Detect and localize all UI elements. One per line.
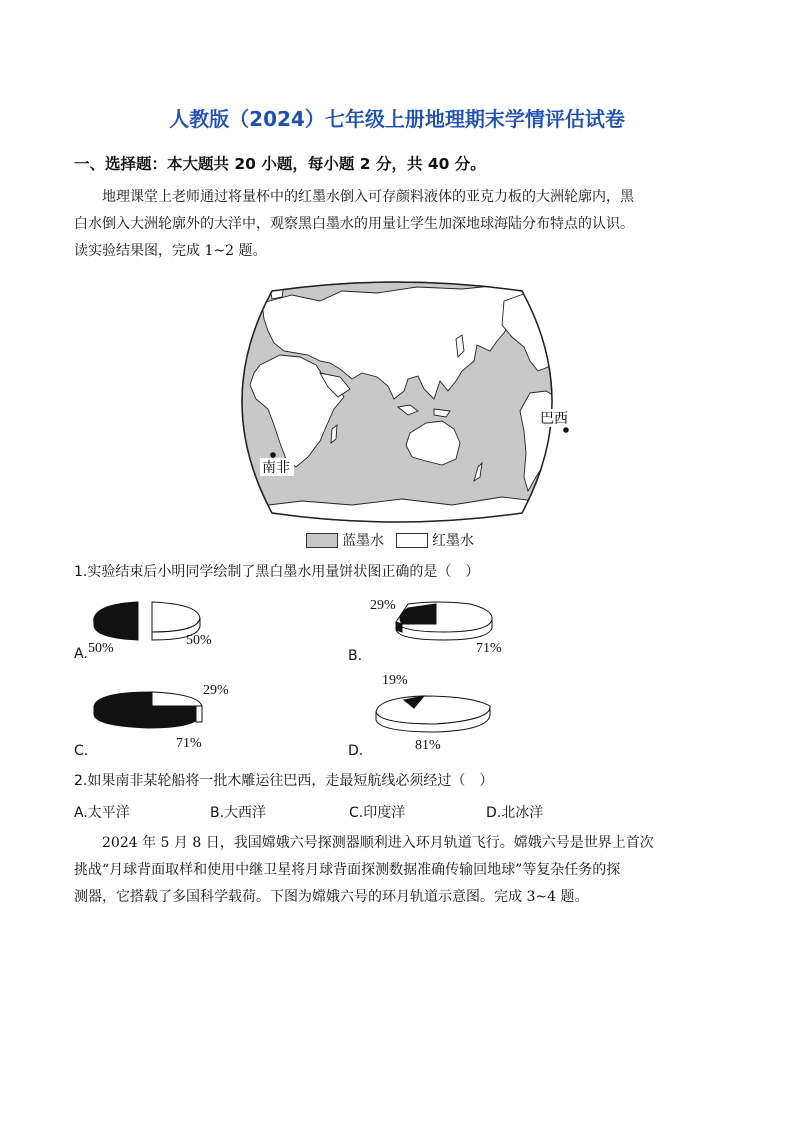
south-africa-label: 南非 — [262, 460, 290, 476]
passage-line: 挑战“月球背面取样和使用中继卫星将月球背面探测数据准确传输回地球”等复杂任务的探 — [74, 862, 621, 878]
passage-line: 测器，它搭载了多国科学载荷。下图为嫦娥六号的环月轨道示意图。完成 3~4 题。 — [74, 889, 589, 905]
intro-line: 读实验结果图，完成 1~2 题。 — [74, 243, 267, 259]
intro-line: 地理课堂上老师通过将量杯中的红墨水倒入可存颜料液体的亚克力板的大洲轮廓内，黑 — [102, 189, 634, 205]
option-a-black-label: 50% — [88, 641, 114, 656]
brazil-marker — [563, 427, 569, 433]
q2-option-b[interactable]: B.大西洋 — [210, 805, 267, 821]
question-2-stem: 2.如果南非某轮船将一批木雕运往巴西，走最短航线必须经过（ ） — [74, 773, 494, 789]
q2-option-c[interactable]: C.印度洋 — [349, 805, 406, 821]
option-c-pie — [90, 688, 220, 732]
south-america-landmass — [520, 391, 574, 491]
option-d-white-label: 81% — [415, 738, 441, 753]
section-heading: 一、选择题：本大题共 20 小题，每小题 2 分，共 40 分。 — [74, 155, 486, 173]
blue-ink-label: 蓝墨水 — [342, 533, 384, 549]
option-a-white-label: 50% — [186, 633, 212, 648]
exam-title: 人教版（2024）七年级上册地理期末学情评估试卷 — [169, 107, 625, 131]
passage-line: 2024 年 5 月 8 日，我国嫦娥六号探测器顺利进入环月轨道飞行。嫦娥六号是世界上首次 — [102, 835, 654, 851]
intro-line: 白水倒入大洲轮廓外的大洋中，观察黑白墨水的用量让学生加深地球海陆分布特点的认识。 — [74, 216, 634, 232]
option-b-pie — [390, 598, 500, 646]
option-c-white-label: 29% — [203, 683, 229, 698]
red-ink-label: 红墨水 — [432, 533, 474, 549]
q2-option-d[interactable]: D.北冰洋 — [486, 805, 544, 821]
option-c-black-label: 71% — [176, 736, 202, 751]
map-legend — [306, 530, 486, 550]
option-d-letter[interactable]: D. — [348, 743, 364, 759]
question-1-stem: 1.实验结束后小明同学绘制了黑白墨水用量饼状图正确的是（ ） — [74, 564, 480, 580]
option-d-pie — [372, 690, 502, 736]
south-africa-marker — [270, 452, 276, 458]
option-b-white-label: 71% — [476, 641, 502, 656]
passage-2-paragraph — [74, 830, 724, 911]
q2-option-a[interactable]: A.太平洋 — [74, 805, 130, 821]
world-map-figure — [212, 281, 582, 523]
red-ink-swatch — [396, 533, 428, 548]
option-a-letter[interactable]: A. — [74, 646, 88, 662]
brazil-label: 巴西 — [540, 411, 568, 427]
intro-paragraph — [74, 184, 724, 265]
option-d-black-label: 19% — [382, 673, 408, 688]
option-b-black-label: 29% — [370, 598, 396, 613]
blue-ink-swatch — [306, 533, 338, 548]
option-c-letter[interactable]: C. — [74, 743, 89, 759]
option-b-letter[interactable]: B. — [348, 648, 363, 664]
